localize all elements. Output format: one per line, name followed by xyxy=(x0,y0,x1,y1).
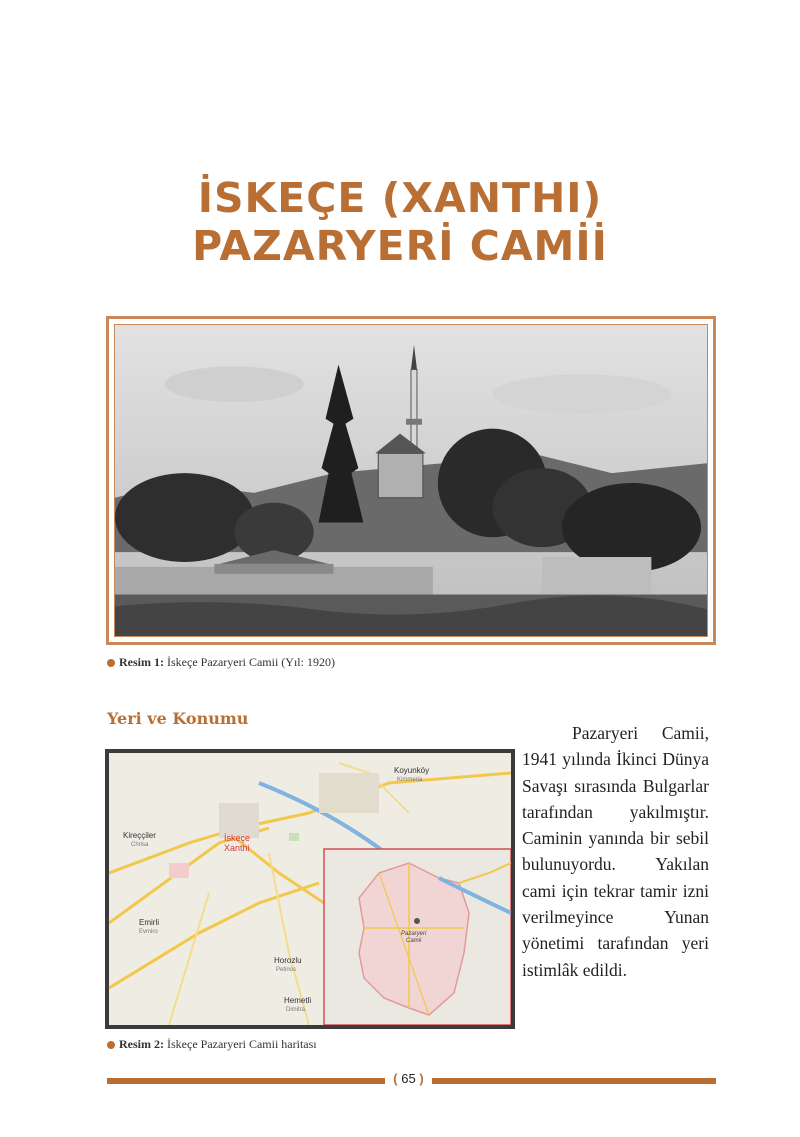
map-label-iskece: İskeçe xyxy=(224,833,251,843)
figure-2-caption xyxy=(107,1037,317,1052)
caption-label: Resim 1: xyxy=(119,655,164,669)
page-number: ( 65 ) xyxy=(393,1071,424,1086)
map-label-hemetli: Hemetli xyxy=(284,996,312,1005)
map-label-emirli: Emirli xyxy=(139,918,159,927)
body-text xyxy=(522,720,709,983)
map-inset xyxy=(324,849,511,1025)
map-label-xanthi: Xanthi xyxy=(224,843,250,853)
bullet-icon xyxy=(107,1041,115,1049)
map-label-koyunkoy: Koyunköy xyxy=(394,766,430,775)
map-label-kirecciler-sub: Chrisa xyxy=(131,842,149,848)
map-label-emirli-sub: Evmiro xyxy=(139,929,158,935)
map-label-horozlu-sub: Petinos xyxy=(276,967,297,973)
footer-rule-right xyxy=(432,1078,716,1084)
historic-mosque-photo xyxy=(114,324,708,637)
page-title-line-2: PAZARYERİ CAMİİ xyxy=(192,222,608,270)
map-label-horozlu: Horozlu xyxy=(274,956,302,965)
figure-1-caption xyxy=(107,655,335,670)
footer-rule-left xyxy=(107,1078,385,1084)
mosque-pin-icon xyxy=(414,918,420,924)
map-label-hemetli-sub: Dimitra xyxy=(286,1007,305,1013)
body-paragraph: Pazaryeri Camii, 1941 yılında İkinci Dünya Savaşı sırasında Bulgarlar tarafından yakılmıştır. Caminin yanında bir sebil bulunuyordu. Yakılan cami için tekrar tamir izni verilmeyince Yunan yönetimi tarafından yeri istimlâk edildi. xyxy=(522,723,709,980)
map-label-camii: Camii xyxy=(406,938,422,944)
page-title-line-1: İSKEÇE (XANTHI) xyxy=(197,174,603,222)
caption-text: İskeçe Pazaryeri Camii (Yıl: 1920) xyxy=(164,655,335,669)
map-label-pazaryeri: Pazaryeri xyxy=(401,931,427,937)
bullet-icon xyxy=(107,659,115,667)
caption-label: Resim 2: xyxy=(119,1037,164,1051)
map-label-kirecciler: Kireççiler xyxy=(123,831,156,840)
location-map xyxy=(105,749,515,1029)
historic-photo-frame xyxy=(106,316,716,645)
caption-text: İskeçe Pazaryeri Camii haritası xyxy=(164,1037,317,1051)
map-label-koyunkoy-sub: Kimmeria xyxy=(397,777,423,783)
page-number-value: 65 xyxy=(401,1071,416,1086)
section-heading: Yeri ve Konumu xyxy=(107,709,249,728)
